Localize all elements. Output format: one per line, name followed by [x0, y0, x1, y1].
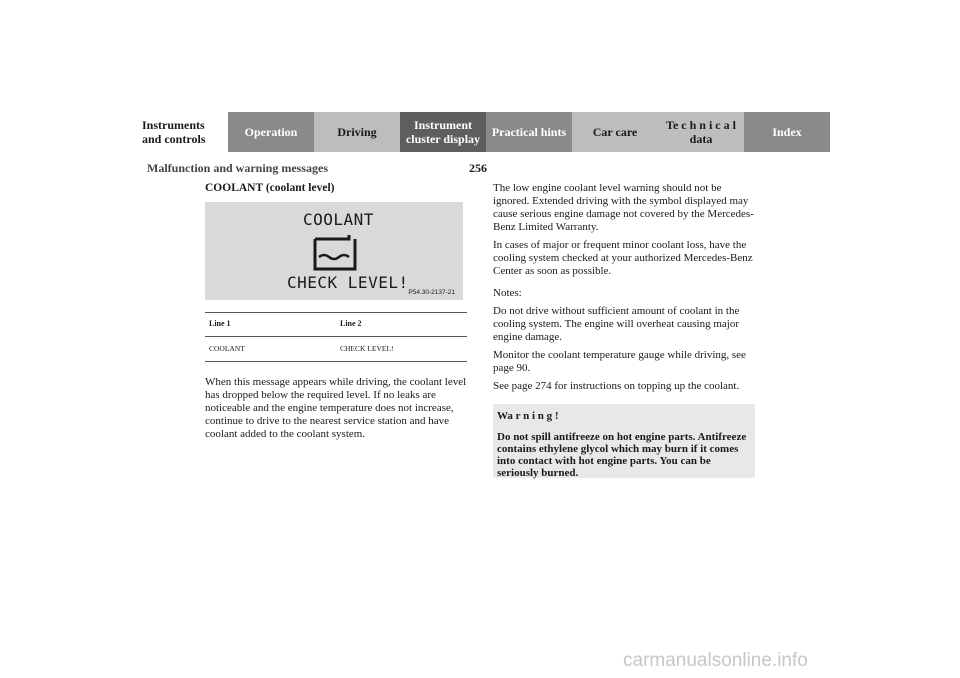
tab-instruments-and-controls[interactable]: Instruments and controls: [130, 112, 228, 152]
notes-label: Notes:: [493, 287, 522, 299]
warning-title: Wa r n i n g !: [497, 410, 559, 422]
message-heading: COOLANT (coolant level): [205, 182, 335, 194]
coolant-reservoir-icon: [311, 233, 359, 271]
cluster-display-illustration: [205, 202, 463, 300]
tab-driving[interactable]: Driving: [314, 112, 400, 152]
left-column: [205, 182, 467, 446]
paragraph-note-3: See page 274 for instructions on topping up the coolant.: [493, 380, 740, 392]
paragraph-note-2: Monitor the coolant temperature gauge while driving, see page 90.: [493, 349, 746, 374]
section-nav: [130, 112, 830, 152]
tab-instrument-cluster-display[interactable]: Instrument cluster display: [400, 112, 486, 152]
display-line-2: CHECK LEVEL!: [287, 273, 409, 292]
table-header-line-2: Line 2: [336, 313, 467, 337]
warning-box: [493, 404, 755, 478]
tab-operation[interactable]: Operation: [228, 112, 314, 152]
tab-practical-hints[interactable]: Practical hints: [486, 112, 572, 152]
tab-car-care[interactable]: Car care: [572, 112, 658, 152]
watermark: carmanualsonline.info: [623, 650, 808, 671]
right-column: [493, 182, 755, 398]
table-header-line-1: Line 1: [205, 313, 336, 337]
figure-reference: P54.30-2137-21: [408, 289, 455, 296]
paragraph-note-1: Do not drive without sufficient amount of coolant in the cooling system. The engine will overheat causing major engine damage.: [493, 305, 740, 343]
paragraph-coolant-loss: In cases of major or frequent minor coolant loss, have the cooling system checked at your authorized Mercedes-Benz Center as soon as possible.: [493, 239, 753, 277]
page-number: 256: [469, 161, 487, 175]
tab-technical-data[interactable]: Te c h n i c a l data: [658, 112, 744, 152]
table-cell: CHECK LEVEL!: [336, 337, 467, 362]
table-row: [205, 337, 467, 362]
paragraph-warning-ignore: The low engine coolant level warning should not be ignored. Extended driving with the symbol displayed may cause serious engine damage not covered by the Mercedes-Benz Limited Warranty.: [493, 182, 754, 233]
warning-body: Do not spill antifreeze on hot engine parts. Antifreeze contains ethylene glycol which may burn if it comes into contact with hot engine parts. You can be seriously burned.: [497, 431, 747, 479]
tab-index[interactable]: Index: [744, 112, 830, 152]
section-title: Malfunction and warning messages: [147, 161, 329, 175]
explanation-paragraph: When this message appears while driving, the coolant level has dropped below the required level. If no leaks are noticeable and the engine temperature does not increase, continue to drive to the nearest service station and have coolant added to the coolant system.: [205, 376, 467, 440]
display-line-1: COOLANT: [303, 210, 374, 229]
table-cell: COOLANT: [205, 337, 336, 362]
message-table: [205, 312, 467, 362]
